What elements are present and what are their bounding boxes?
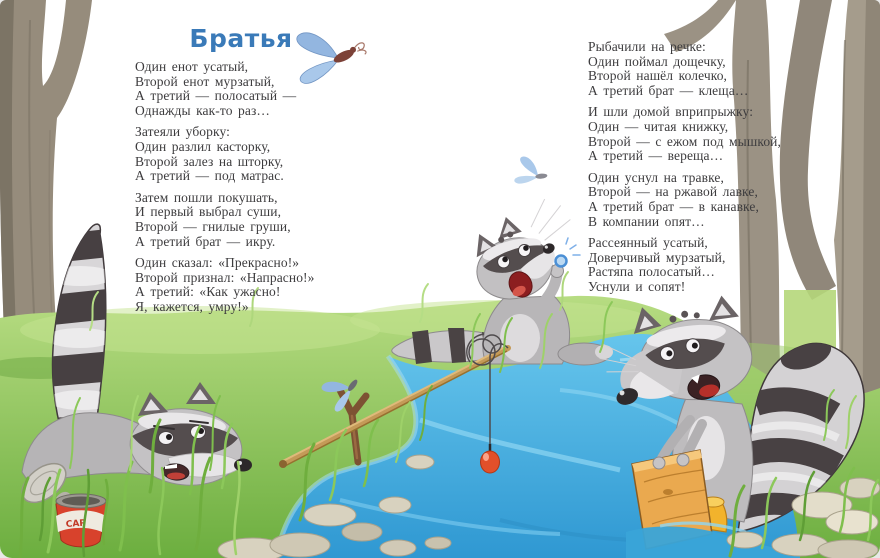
tin-can-label-text: САР (65, 518, 87, 530)
poem-line: Один разлил касторку, (135, 138, 271, 154)
poem-line: Второй нашёл колечко, (588, 68, 728, 84)
poem-line: И шли домой вприпрыжку: (588, 104, 754, 120)
poem-stanza (588, 40, 833, 98)
poem-line: Один сказал: «Прекрасно!» (135, 255, 300, 271)
poem-line: И первый выбрал суши, (135, 204, 282, 220)
poem-line: А третий: «Как ужасно! (135, 284, 281, 300)
poem-line: Затем пошли покушать, (135, 189, 278, 205)
poem-line: А третий — вереща… (588, 148, 724, 164)
ring-sparkles (566, 238, 580, 255)
poem-line: Затеяли уборку: (135, 124, 230, 140)
poem-line: Второй — с ежом под мышкой, (588, 133, 781, 149)
poem-line: Один уснул на травке, (588, 169, 724, 185)
poem-line: А третий — под матрас. (135, 168, 284, 184)
poem-line: Второй енот мурзатый, (135, 73, 275, 89)
poem-line: Доверчивый мурзатый, (588, 249, 726, 265)
poem-line: Рассеянный усатый, (588, 235, 708, 251)
bobber (481, 451, 500, 473)
poem-line: Второй признал: «Напрасно!» (135, 269, 315, 285)
ring (556, 256, 567, 267)
poem-stanza (135, 125, 350, 183)
poem-stanza (588, 105, 833, 163)
poem-line: Однажды как-то раз… (135, 102, 271, 118)
raccoon-fishing-head (463, 194, 586, 309)
poem-line: Второй — гнилые груши, (135, 218, 291, 234)
raccoon-lying-nose (234, 459, 252, 472)
butterfly-small (514, 155, 551, 189)
poem-column-right (588, 40, 833, 302)
poem-line: В компании опят… (588, 213, 705, 229)
poem-stanza (135, 60, 350, 118)
poem-line: А третий — полосатый — (135, 88, 297, 104)
raccoon-standing-paw (653, 457, 665, 469)
poem-stanza (588, 236, 833, 294)
poem-line: Один поймал дощечку, (588, 53, 726, 69)
poem-stanza (135, 191, 350, 249)
poem-line: Уснули и сопят! (588, 278, 686, 294)
raccoon-standing-paw (677, 454, 689, 466)
poem-line: А третий брат — клеща… (588, 82, 749, 98)
poem-stanza (135, 256, 350, 314)
poem-line: А третий брат — в канавке, (588, 198, 759, 214)
poem-line: Второй залез на шторку, (135, 153, 284, 169)
poem-line: Второй — на ржавой лавке, (588, 184, 758, 200)
poem-line: Один — читая книжку, (588, 118, 729, 134)
page-title: Братья (189, 24, 293, 53)
poem-stanza (588, 171, 833, 229)
poem-line: А третий брат — икру. (135, 233, 276, 249)
poem-line: Растяпа полосатый… (588, 264, 715, 280)
poem-line: Один енот усатый, (135, 59, 249, 74)
poem-line: Я, кажется, умру!» (135, 298, 249, 314)
poem-column-left (135, 60, 350, 322)
poem-line: Рыбачили на речке: (588, 39, 706, 54)
